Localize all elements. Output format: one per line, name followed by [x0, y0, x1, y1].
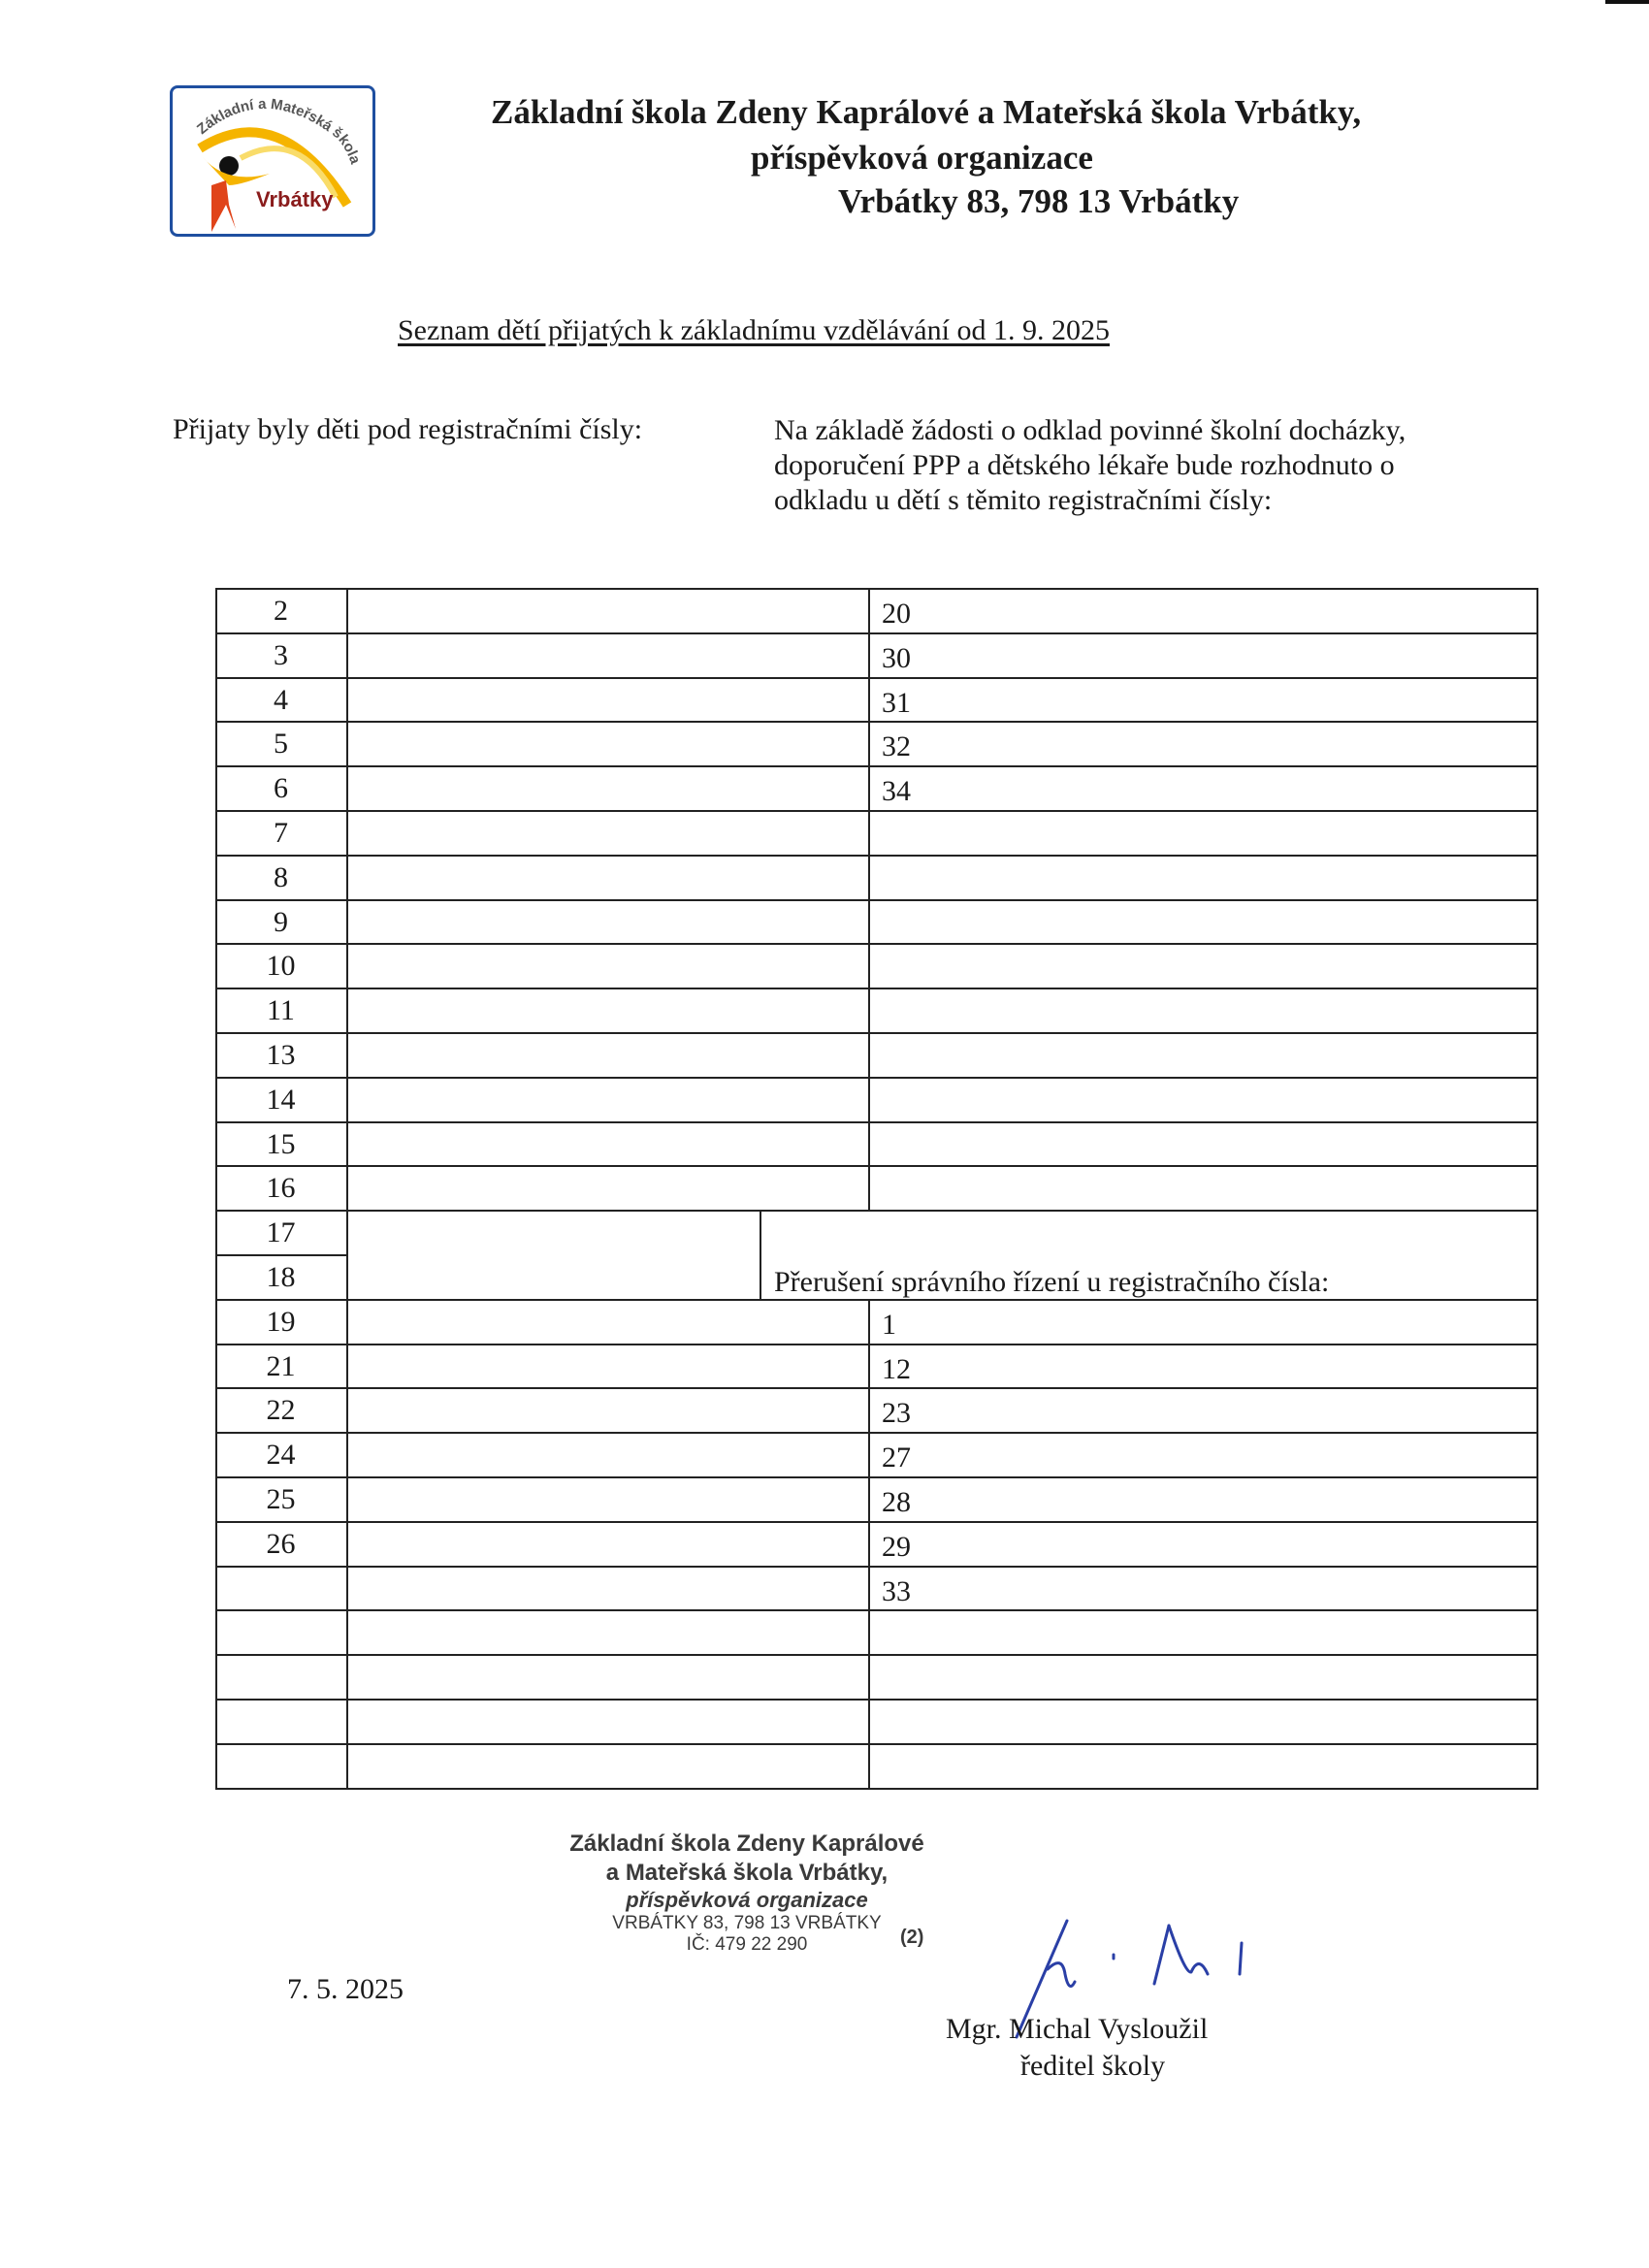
- accepted-reg-number: 2: [274, 595, 288, 627]
- table-row-divider: [215, 632, 1536, 634]
- stamp-line-5: IČ: 479 22 290: [686, 1934, 808, 1955]
- interruption-reg-number: 28: [882, 1486, 911, 1518]
- table-row-divider: [215, 1387, 1536, 1389]
- accepted-reg-number: 17: [266, 1216, 296, 1248]
- logo-graphic: [173, 88, 372, 234]
- deferral-label: Na základě žádosti o odklad povinné školní docházky, doporučení PPP a dětského lékaře bude rozhodnuto o odkladu u dětí s těmito registračními čísly:: [774, 414, 1406, 516]
- accepted-reg-number: 26: [266, 1528, 296, 1560]
- accepted-reg-number: 8: [274, 861, 288, 893]
- table-row-divider: [215, 721, 1536, 723]
- table-row-divider: [215, 1743, 1536, 1745]
- school-name: Základní škola Zdeny Kaprálové a Mateřská škola Vrbátky,: [491, 93, 1362, 131]
- school-stamp: [543, 1830, 951, 1956]
- signature-stroke: [1169, 1926, 1208, 1974]
- accepted-reg-number: 18: [266, 1261, 296, 1293]
- logo-name: Vrbátky: [256, 187, 334, 211]
- stamp-line-4: VRBÁTKY 83, 798 13 VRBÁTKY: [612, 1913, 882, 1933]
- interruption-reg-number: 27: [882, 1442, 911, 1474]
- signature-stroke: [1240, 1943, 1242, 1974]
- accepted-reg-number: 24: [266, 1439, 296, 1471]
- document-date: 7. 5. 2025: [287, 1973, 404, 2005]
- stamp-line-3: příspěvková organizace: [626, 1888, 868, 1912]
- table-row-divider: [215, 1344, 1536, 1345]
- accepted-reg-number: 21: [266, 1350, 296, 1382]
- school-legal-form: příspěvková organizace: [751, 139, 1093, 177]
- accepted-reg-number: 4: [274, 684, 288, 716]
- table-row-divider: [215, 1432, 1536, 1434]
- accepted-reg-number: 10: [266, 950, 296, 982]
- accepted-reg-number: 3: [274, 639, 288, 671]
- table-column-divider: [868, 588, 870, 1210]
- registration-table: [215, 588, 1536, 1787]
- table-row-divider: [215, 1165, 1536, 1167]
- table-row-divider: [215, 1566, 1536, 1568]
- school-address: Vrbátky 83, 798 13 Vrbátky: [838, 182, 1240, 220]
- table-row-divider: [215, 1476, 1536, 1478]
- signatory-role: ředitel školy: [1020, 2050, 1166, 2082]
- accepted-reg-number: 14: [266, 1084, 296, 1116]
- table-row-divider: [215, 1699, 1536, 1701]
- table-column-divider: [346, 588, 348, 1788]
- table-row-divider: [215, 1654, 1536, 1656]
- deferral-reg-number: 32: [882, 730, 911, 762]
- scan-edge-mark: [1605, 0, 1649, 4]
- accepted-reg-number: 6: [274, 772, 288, 804]
- accepted-reg-number: 7: [274, 817, 288, 849]
- accepted-reg-number: 9: [274, 906, 288, 938]
- signature-stroke: [1154, 1926, 1169, 1984]
- signature-stroke: [1048, 1963, 1075, 1987]
- table-row-divider: [215, 1299, 1536, 1301]
- table-row-divider: [215, 1609, 1536, 1611]
- interruption-reg-number: 12: [882, 1353, 911, 1385]
- accepted-reg-number: 13: [266, 1039, 296, 1071]
- interruption-label: Přerušení správního řízení u registračního čísla:: [774, 1266, 1330, 1298]
- table-row-divider: [215, 1121, 1536, 1123]
- table-row-divider: [215, 1788, 1536, 1790]
- interruption-reg-number: 33: [882, 1575, 911, 1607]
- table-row-divider: [215, 899, 1536, 901]
- deferral-reg-number: 31: [882, 687, 911, 719]
- signatory-name: Mgr. Michal Vysloužil: [946, 2013, 1209, 2045]
- interruption-reg-number: 1: [882, 1309, 896, 1341]
- table-merged-divider: [760, 1210, 761, 1299]
- table-row-divider: [215, 943, 1536, 945]
- accepted-reg-number: 11: [267, 994, 295, 1026]
- accepted-label: Přijaty byly děti pod registračními čísly:: [173, 413, 643, 445]
- accepted-reg-number: 22: [266, 1394, 296, 1426]
- table-row-divider: [215, 1210, 1536, 1212]
- accepted-reg-number: 5: [274, 728, 288, 760]
- table-row-divider: [215, 855, 1536, 857]
- document-title: Seznam dětí přijatých k základnímu vzdělávání od 1. 9. 2025: [398, 314, 1110, 346]
- accepted-reg-number: 16: [266, 1172, 296, 1204]
- deferral-reg-number: 30: [882, 642, 911, 674]
- table-row-divider: [215, 1254, 348, 1256]
- table-border-right: [1536, 588, 1538, 1790]
- deferral-reg-number: 20: [882, 598, 911, 630]
- school-logo: [170, 85, 375, 237]
- table-row-divider: [215, 677, 1536, 679]
- accepted-reg-number: 19: [266, 1306, 296, 1338]
- stamp-number: (2): [900, 1927, 924, 1948]
- accepted-reg-number: 15: [266, 1128, 296, 1160]
- interruption-reg-number: 23: [882, 1397, 911, 1429]
- table-row-divider: [215, 988, 1536, 989]
- deferral-reg-number: 34: [882, 775, 911, 807]
- table-row-divider: [215, 765, 1536, 767]
- interruption-reg-number: 29: [882, 1531, 911, 1563]
- logo-figure-body: [211, 180, 236, 232]
- stamp-line-2: a Mateřská škola Vrbátky,: [605, 1860, 889, 1886]
- accepted-reg-number: 25: [266, 1483, 296, 1515]
- table-row-divider: [215, 1032, 1536, 1034]
- table-row-divider: [215, 810, 1536, 812]
- table-row-divider: [215, 1521, 1536, 1523]
- stamp-line-1: Základní škola Zdeny Kaprálové: [569, 1831, 924, 1857]
- table-row-divider: [215, 1077, 1536, 1079]
- table-column-divider: [868, 1299, 870, 1788]
- logo-arc-text: Základní a Mateřská škola: [193, 95, 364, 167]
- table-row-divider: [215, 588, 1536, 590]
